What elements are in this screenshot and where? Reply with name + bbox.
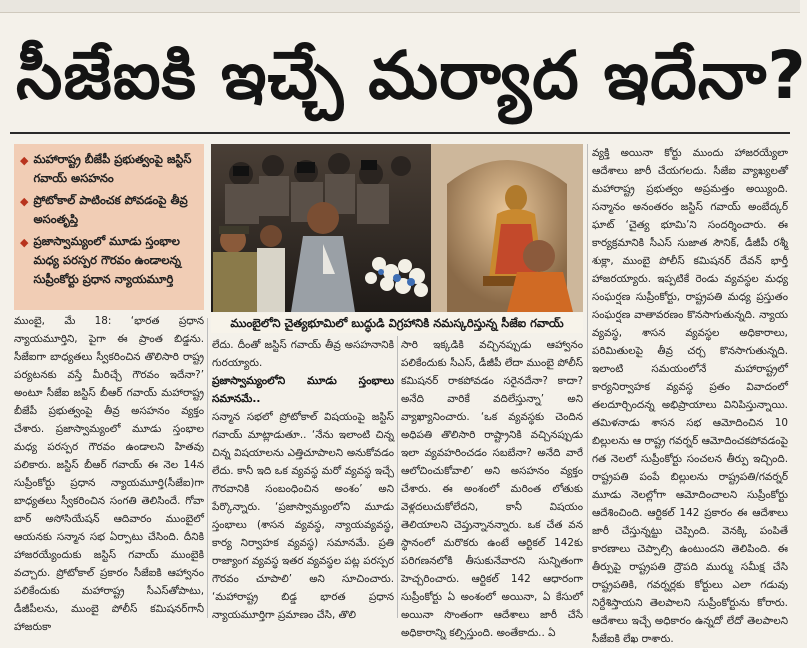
article-column-4	[592, 144, 788, 645]
article-column-3	[401, 336, 583, 639]
article-column-1	[14, 312, 204, 633]
headline: సీజేఐకి ఇచ్చే మర్యాద ఇదేనా?	[16, 37, 807, 114]
news-photo	[211, 144, 583, 312]
page-top-strip	[0, 0, 800, 13]
article-column-2	[212, 336, 394, 624]
highlight-item	[20, 150, 198, 188]
column-divider	[587, 144, 588, 618]
news-photo-illustration	[211, 144, 583, 312]
photo-caption: ముంబైలోని చైత్యభూమిలో బుద్ధుడి విగ్రహానికి నమస్కరిస్తున్న సీజేఐ గవాయ్	[211, 313, 583, 333]
section-subheading: ప్రజాస్వామ్యంలోని మూడు స్తంభాలు సమానమే..	[212, 375, 394, 405]
diamond-bullet-icon: ◆	[20, 236, 29, 249]
article-text: వ్యక్తి అయినా కోర్టు ముందు హాజరయ్యేలా ఆదేశాలు జారీ చేయగలదు. సీజేఐ వ్యాఖ్యలతో మహారాష్ట్ర ప్రభుత్వం అప్రమత్తం అయ్యింది. సన్మానం అనంతరం జస్టిస్ గవాయ్ అంబేద్కర్ ఘాట్ ‘చైత్య భూమి’ని సందర్శించారు. ఈ కార్యక్రమానికి సీఎస్ సుజాత సౌనిక్, డీజీపీ రశ్మీ శుక్లా, ముంబై పోలీస్ కమిషనర్ దేవన్ భార్తీ హాజరయ్యారు. ఇప్పటికే రెండు వ్యవస్థల మధ్య సంఘర్షణ సుప్రీంకోర్టు, రాష్ట్రపతి మధ్య ప్రస్తుతం సంఘర్షణ వాతావరణం కొనసాగుతున్నది. న్యాయ వ్యవస్థ, శాసన వ్యవస్థల అధికారాలు, పరిమితులపై తీవ్ర చర్చ కొనసాగుతున్నది. ఇలాంటి సమయంలోనే మహారాష్ట్రలో కార్యనిర్వాహక వ్యవస్థ ప్రతం వివాదంలో తలదూర్చిందన్న అభిప్రాయాలు వినిపిస్తున్నాయి. తమిళనాడు శాసన సభ ఆమోదించిన 10 బిల్లులను ఆ రాష్ట్ర గవర్నర్ ఆమోదించకపోవడంపై గత నెలలో సుప్రీంకోర్టు సంచలన తీర్పు ఇచ్చింది. రాష్ట్రపతి పంపే బిల్లులను రాష్ట్రపతి/గవర్నర్ మూడు నెలల్లోగా ఆమోదించాలని సుప్రీంకోర్టు ఆదేశించింది. ఆర్టికల్ 142 ప్రకారం ఈ ఆదేశాలు జారీ చేస్తున్నట్టు చెప్పింది. వెనక్కి పంపితే కారణాలు చెప్పాల్సి ఉంటుందని తెలిపింది. ఈ తీర్పుపై రాష్ట్రపతి ద్రౌపది ముర్ము సమీక్ష చేసి రాష్ట్రపతికి, గవర్నర్లకు కోర్టులు ఎలా గడువు నిర్దేశిస్తాయని తెలపాలని సుప్రీంకోర్టును కోరారు. ఆదేశాలు ఇచ్చే అధికారం ఉన్నదో లేదో తెలపాలని సీజేఐకి లేఖ రాశారు.	[592, 147, 788, 645]
diamond-bullet-icon: ◆	[20, 154, 29, 167]
headline-rule	[10, 132, 790, 134]
highlight-item	[20, 191, 198, 229]
highlight-text: ప్రోటోకాల్ పాటించక పోవడంపై తీవ్ర అసంతృప్తి	[33, 193, 188, 226]
column-divider	[397, 336, 398, 618]
article-text: సన్మాన సభలో ప్రోటోకాల్ విషయంపై జస్టిస్ గవాయ్ మాట్లాడుతూ.. ‘నేను ఇలాంటి చిన్న చిన్న విషయాలను ఎత్తిచూపాలని అనుకోవడం లేదు. కానీ ఇది ఒక వ్యవస్థ మరో వ్యవస్థ ఇచ్చే గౌరవానికి సంబంధించిన అంశం’ అని పేర్కొన్నారు. ‘ప్రజాస్వామ్యంలోని మూడు స్తంభాలు (శాసన వ్యవస్థ, న్యాయవ్యవస్థ, కార్య నిర్వాహక వ్యవస్థ) సమానమే. ప్రతి రాజ్యాంగ వ్యవస్థ ఇతర వ్యవస్థల పట్ల పరస్పర గౌరవం చూపాలి’ అని సూచించారు. ‘మహారాష్ట్ర బిడ్డ భారత ప్రధాన న్యాయమూర్తిగా ప్రమాణం చేసి, తొలి	[212, 411, 394, 621]
column-divider	[207, 318, 208, 618]
article-text: లేదు. దీంతో జస్టిస్ గవాయ్ తీవ్ర అసహనానికి గురయ్యారు.	[212, 339, 394, 369]
highlights-box	[14, 144, 204, 310]
highlight-text: మహారాష్ట్ర బీజేపీ ప్రభుత్వంపై జస్టిస్ గవాయ్ అసహనం	[33, 152, 192, 185]
article-text: సారి ఇక్కడికి వచ్చినప్పుడు ఆహ్వానం పలికేందుకు సీఎస్, డీజీపీ లేదా ముంబై పోలీస్ కమిషనర్ రాకపోవడం సరైనదేనా? కాదా? అనేది వారికే వదిలేస్తున్నా’ అని వ్యాఖ్యానించారు. ‘ఒక వ్యవస్థకు చెందిన అధిపతి తొలిసారి రాష్ట్రానికి వచ్చినప్పుడు ఇలా వ్యవహరించడం సబబేనా? అనేది వారే ఆలోచించుకోవాలి’ అని అసహనం వ్యక్తం చేశారు. ఈ అంశంలో మరింత లోతుకు వెళ్లదలుచుకోలేదని, కానీ విషయం తెలియాలని చెప్తున్నానన్నారు. ఒక చేత వన స్థానంలో మరొకరు ఉంటే ఆర్టికల్ 142కు పరిగణనలోకి తీసుకునేవారని సున్నితంగా హెచ్చరించారు. ఆర్టికల్ 142 ఆధారంగా సుప్రీంకోర్టు ఏ అంశంలో అయినా, ఏ కేసులో అయినా సొంతంగా ఆదేశాలు జారీ చేసే అధికారాన్ని కల్పిస్తుంది. అంతేకాదు.. ఏ	[401, 339, 583, 639]
highlight-text: ప్రజాస్వామ్యంలో మూడు స్తంభాల మధ్య పరస్పర గౌరవం ఉండాలన్న సుప్రీంకోర్టు ప్రధాన న్యాయమూర్తి	[33, 234, 182, 286]
diamond-bullet-icon: ◆	[20, 195, 29, 208]
article-text: ముంబై, మే 18: ‘భారత ప్రధాన న్యాయమూర్తిని, పైగా ఈ ప్రాంత బిడ్డను. సీజేఐగా బాధ్యతలు స్వీకరించిన తొలిసారి రాష్ట్ర పర్యటనకు వస్తే మీరిచ్చే గౌరవం ఇదేనా?’ అంటూ సీజేఐ జస్టిస్ బీఆర్ గవాయ్ మహారాష్ట్ర బీజేపీ ప్రభుత్వంపై తీవ్ర అసహనం వ్యక్తం చేశారు. ప్రజాస్వామ్యంలో మూడు స్తంభాల మధ్య పరస్పర గౌరవం ఉండాలని హితవు పలికారు. జస్టిస్ బీఆర్ గవాయ్ ఈ నెల 14న సుప్రీంకోర్టు ప్రధాన న్యాయమూర్తి(సీజేఐ)గా బాధ్యతలు స్వీకరించిన సంగతి తెలిసిందే. గోవా బార్ అసోసియేషన్ ఆదివారం ముంబైలో ఆయనకు సన్మాన సభ ఏర్పాటు చేసింది. దీనికి హాజరయ్యేందుకు జస్టిస్ గవాయ్ ముంబైకి వచ్చారు. ప్రోటోకాల్ ప్రకారం సీజేఐకి ఆహ్వానం పలికేందుకు మహారాష్ట్ర సీఎస్‌తోపాటు, డీజీపీలను, ముంబై పోలీస్ కమిషనర్‌గానీ హాజరుకా	[14, 315, 204, 633]
highlight-item	[20, 232, 198, 289]
